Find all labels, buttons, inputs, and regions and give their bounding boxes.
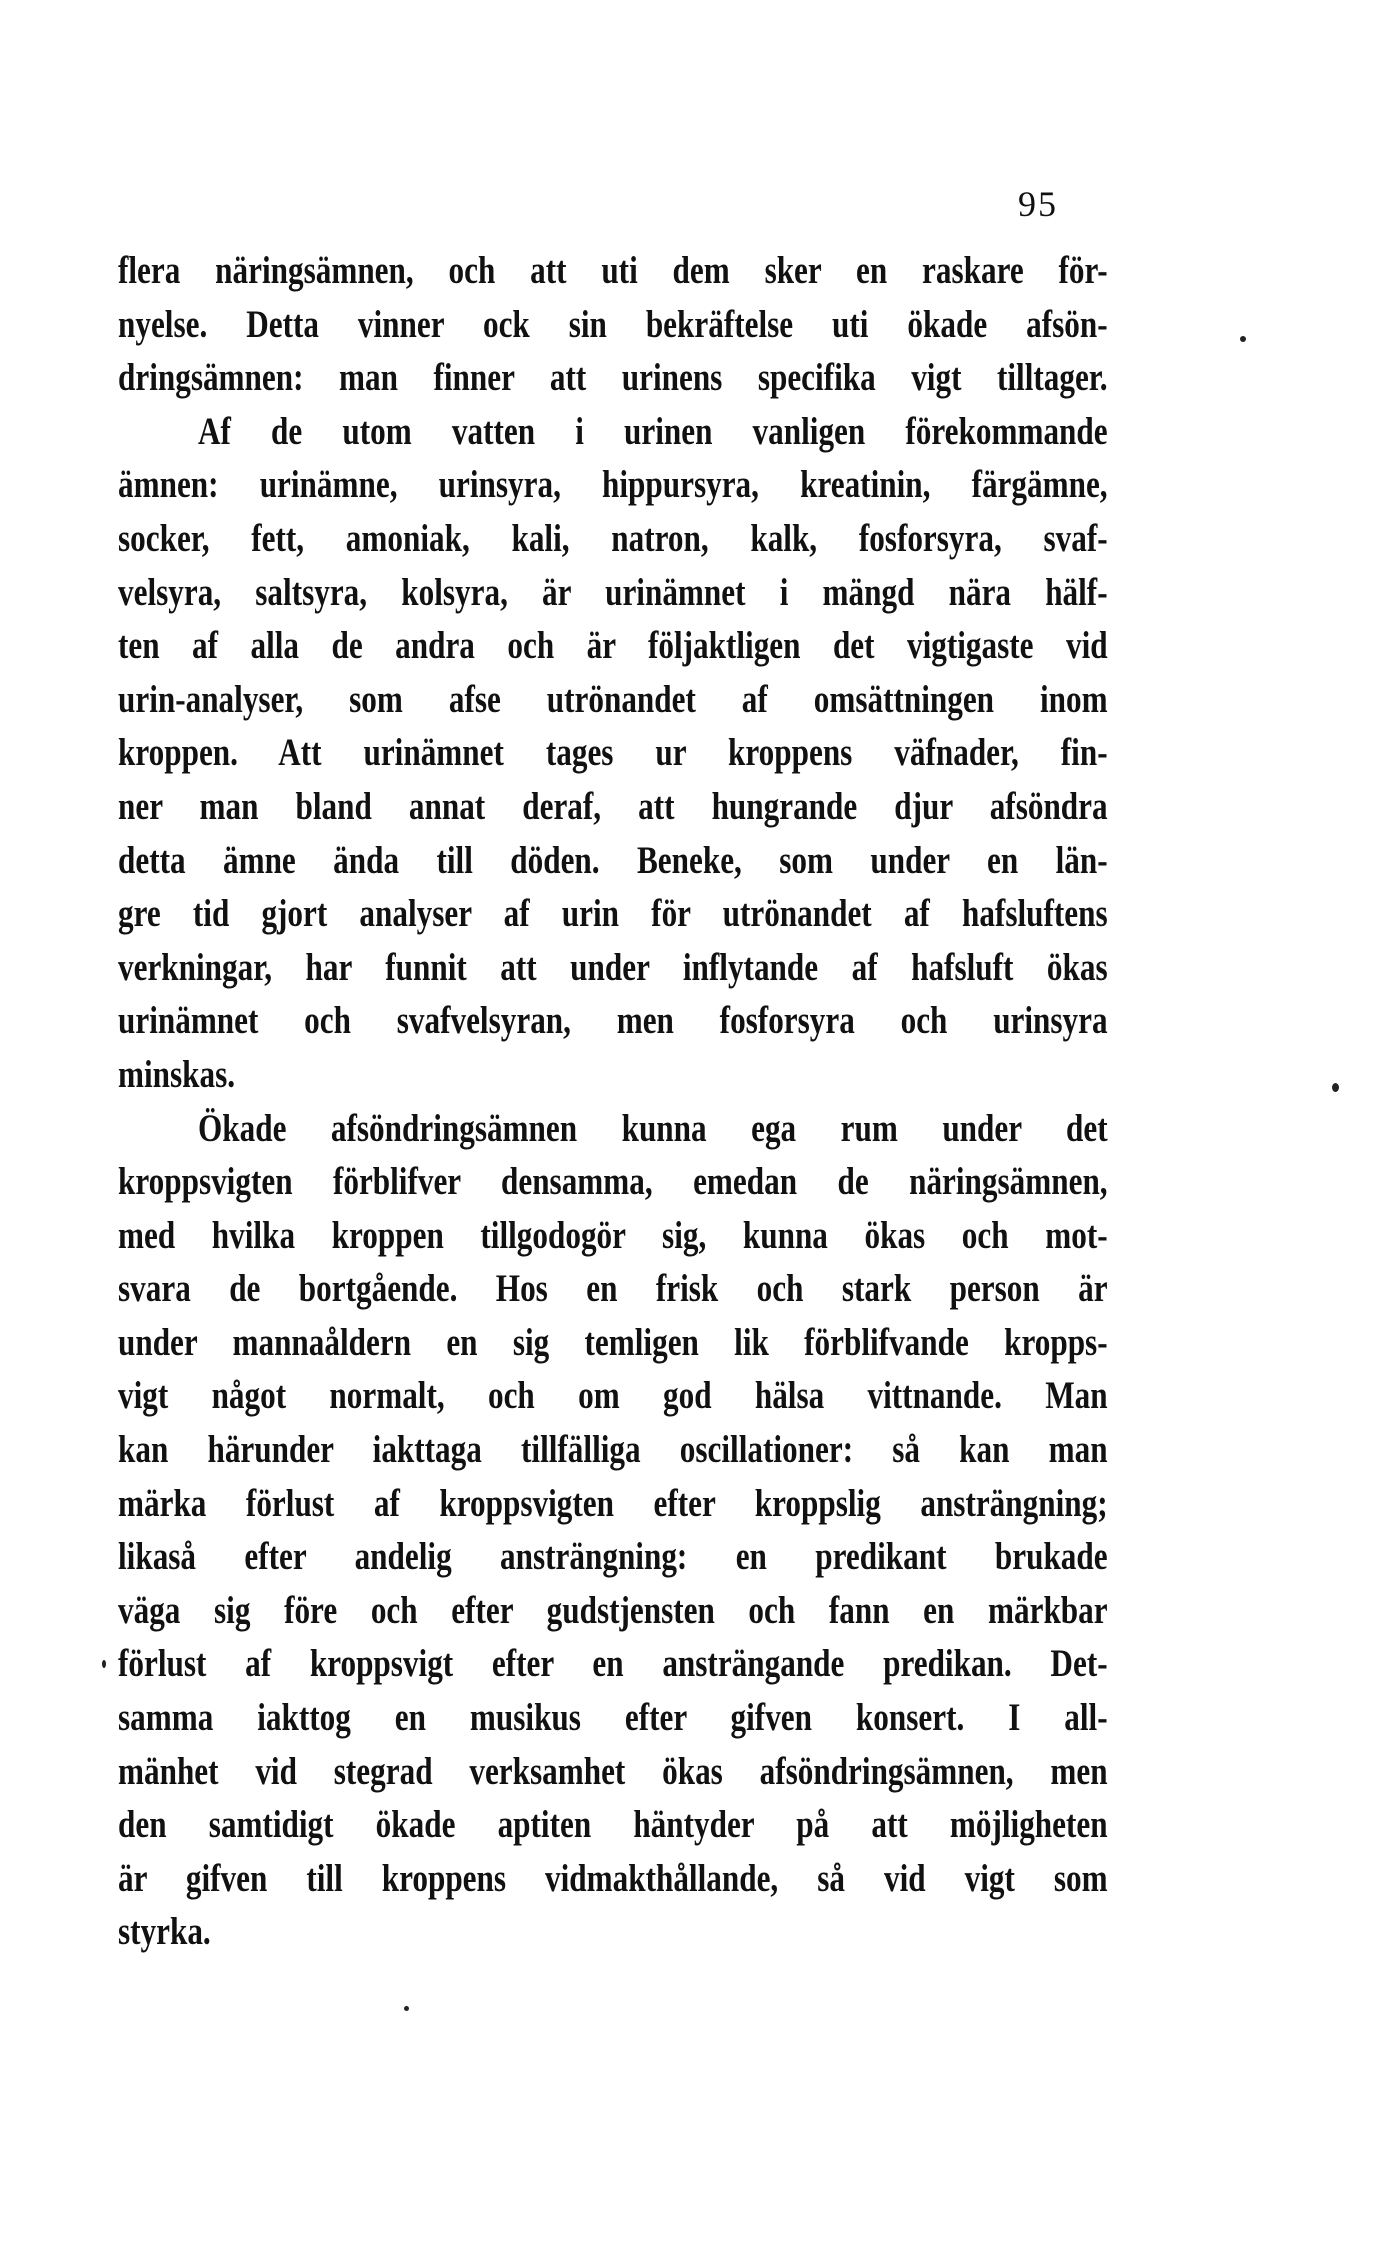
text-line: mänhet vid stegrad verksamhet ökas afsöndringsämnen, men: [118, 1749, 1108, 1793]
text-line: väga sig före och efter gudstjensten och fann en märkbar: [118, 1588, 1108, 1632]
text-line: verkningar, har funnit att under inflytande af hafsluft ökas: [118, 945, 1108, 989]
print-speck: [1240, 336, 1246, 342]
text-line: samma iakttog en musikus efter gifven konsert. I all-: [118, 1696, 1108, 1740]
text-line: den samtidigt ökade aptiten häntyder på att möjligheten: [118, 1803, 1108, 1847]
text-line: ner man bland annat deraf, att hungrande djur afsöndra: [118, 784, 1108, 828]
text-line: kroppen. Att urinämnet tages ur kroppens väfnader, fin-: [118, 731, 1108, 775]
text-line: detta ämne ända till döden. Beneke, som under en län-: [118, 838, 1108, 882]
print-speck: [102, 1660, 106, 1668]
text-line: under mannaåldern en sig temligen lik förblifvande kropps-: [118, 1320, 1108, 1364]
text-line: urin-analyser, som afse utrönandet af omsättningen inom: [118, 677, 1108, 721]
paragraph-end-line: minskas.: [118, 1052, 236, 1096]
text-line: kan härunder iakttaga tillfälliga oscillationer: så kan man: [118, 1428, 1108, 1472]
text-line: ten af alla de andra och är följaktligen det vigtigaste vid: [118, 624, 1108, 668]
text-line: socker, fett, amoniak, kali, natron, kalk, fosforsyra, svaf-: [118, 516, 1108, 560]
text-line: kroppsvigten förblifver densamma, emedan de näringsämnen,: [118, 1160, 1108, 1204]
page-number: 95: [1018, 184, 1058, 224]
text-line: flera näringsämnen, och att uti dem sker en raskare för-: [118, 249, 1108, 292]
text-line: likaså efter andelig ansträngning: en predikant brukade: [118, 1535, 1108, 1579]
paragraph-start-line: Af de utom vatten i urinen vanligen förekommande: [198, 409, 1108, 453]
text-line: med hvilka kroppen tillgodogör sig, kunna ökas och mot-: [118, 1213, 1108, 1257]
text-line: velsyra, saltsyra, kolsyra, är urinämnet i mängd nära hälf-: [118, 570, 1108, 614]
text-line: gre tid gjort analyser af urin för utrönandet af hafsluftens: [118, 892, 1108, 936]
text-line: är gifven till kroppens vidmakthållande, så vid vigt som: [118, 1856, 1108, 1900]
text-line: nyelse. Detta vinner ock sin bekräftelse uti ökade afsön-: [118, 302, 1108, 346]
text-line: vigt något normalt, och om god hälsa vittnande. Man: [118, 1374, 1108, 1418]
text-line: förlust af kroppsvigt efter en ansträngande predikan. Det-: [118, 1642, 1108, 1686]
print-speck: [1332, 1083, 1339, 1092]
paragraph-end-line: styrka.: [118, 1910, 211, 1954]
text-line: dringsämnen: man finner att urinens specifika vigt tilltager.: [118, 356, 1108, 400]
text-line: ämnen: urinämne, urinsyra, hippursyra, kreatinin, färgämne,: [118, 463, 1108, 507]
text-line: märka förlust af kroppsvigten efter kroppslig ansträngning;: [118, 1481, 1108, 1525]
body-text: [118, 244, 1108, 1959]
text-line: urinämnet och svafvelsyran, men fosforsyra och urinsyra: [118, 999, 1108, 1043]
text-line: svara de bortgående. Hos en frisk och stark person är: [118, 1267, 1108, 1311]
print-speck: [404, 2006, 409, 2011]
paragraph-start-line: Ökade afsöndringsämnen kunna ega rum under det: [198, 1106, 1108, 1150]
